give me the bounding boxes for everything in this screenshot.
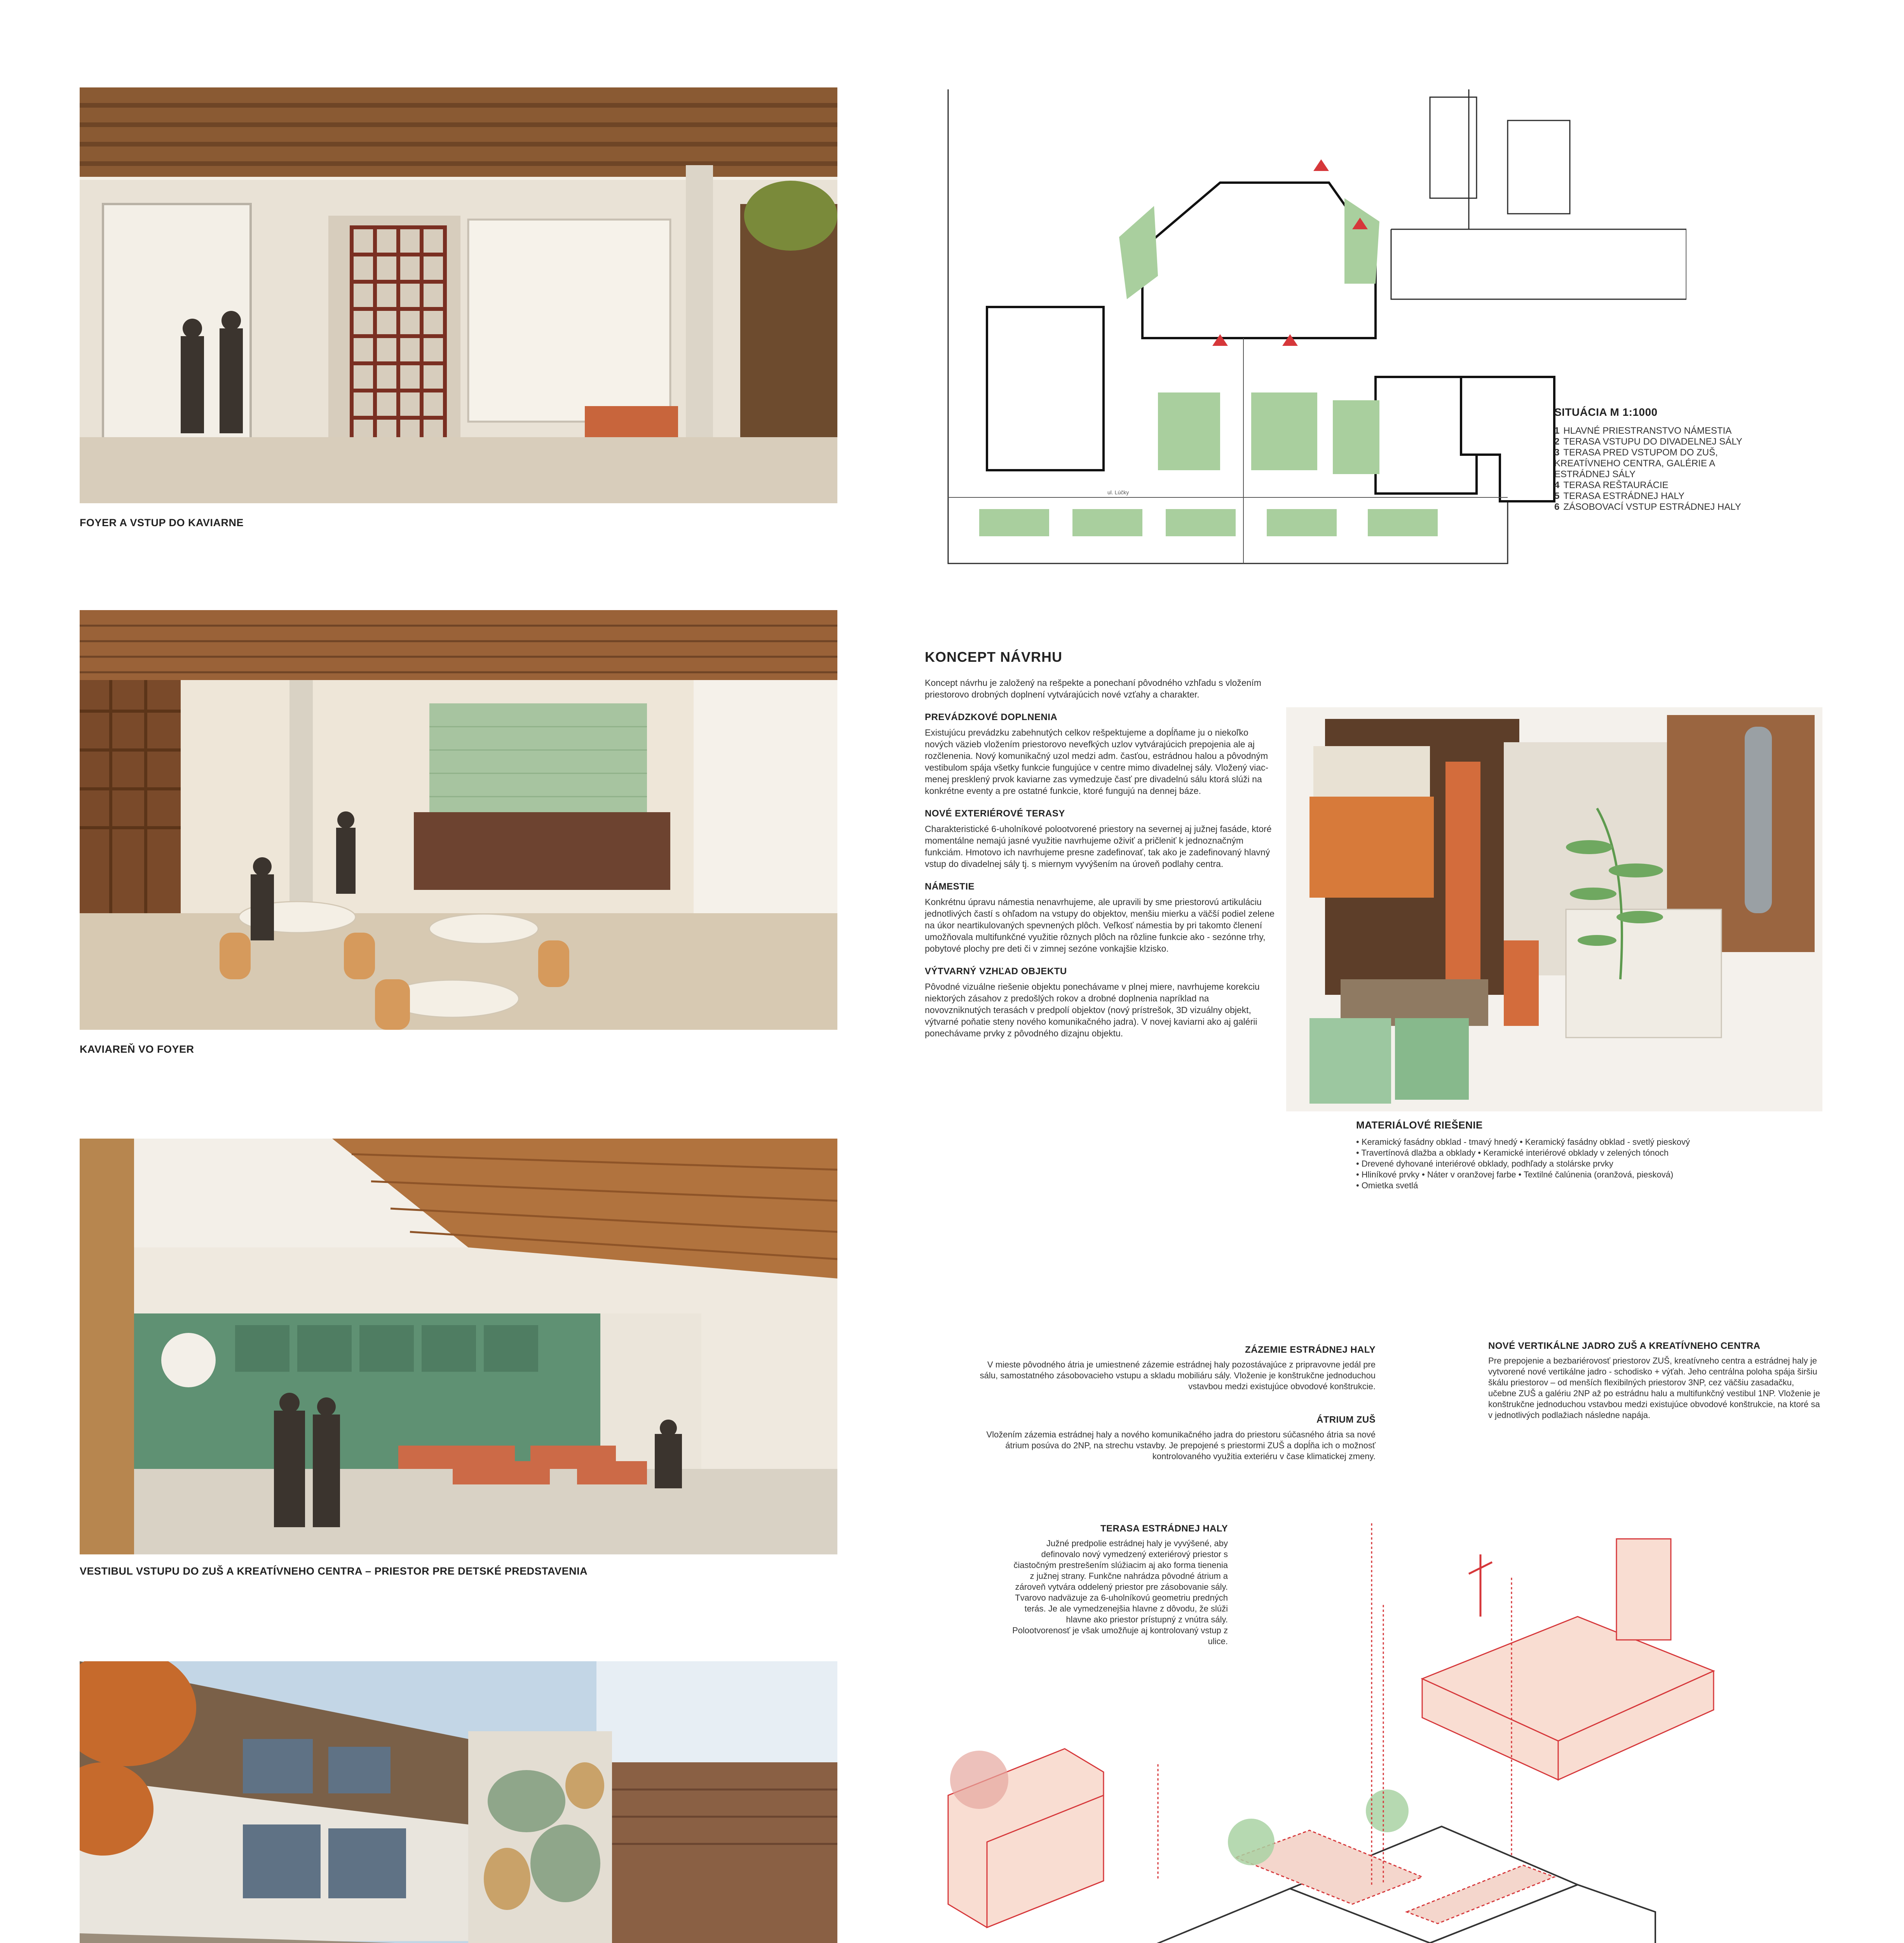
anno-terasa-haly [1010, 1523, 1228, 1647]
concept-section-text: Pôvodné vizuálne riešenie objektu ponechávame v plnej miere, navrhujeme korekciu niektorých zásahov z predošlých rokov a drobné doplnenia napríklad na novovzniknutých terasách v predpolí objektov (nový prístrešok, 3D vizuálny objekt, výtvarné poňatie steny nového komunikačného jadra). V novej kaviarni ako aj galérii ponechávame prvky z pôvodného dizajnu objektu. [925, 982, 1260, 1038]
render-vestibul [80, 1139, 837, 1554]
anno-jadro-text: Pre prepojenie a bezbariérovosť priestorov ZUŠ, kreatívneho centra a estrádnej haly je vytvorené nové vertikálne jadro - schodisko + výťah. Jeho centrálna poloha spája širšiu škálu priestorov – od menších flexibilných priestorov 3NP, cez väčšiu zasadačku, učebne ZUŠ a galériu 2NP až po estrádnu halu a multifunkčný vestibul 1NP. Vloženie je konštrukčne jednoduchou vstavbou medzi existujúce obvodové konštrukcie, na ktoré sa v jednotlivých podlažiach následne napája. [1488, 1356, 1820, 1420]
situation-item [1554, 436, 1749, 447]
concept-section-text: Charakteristické 6-uholníkové polootvorené priestory na severnej aj južnej fasáde, ktoré momentálne nemajú jasné využitie navrhujeme oživiť a pričleniť k jednoznačným funkciám. Hmotovo ich navrhujeme presne zadefinovať, tak ako je zadefinovaný hlavný vstup do divadelnej sály tj. s miernym vyvýšením na úroveň podlahy centra. [925, 824, 1272, 869]
situation-item-num: 5 [1554, 491, 1560, 501]
render-kaviaren [80, 610, 837, 1030]
situation-item-num: 6 [1554, 502, 1560, 512]
situation-item [1554, 480, 1749, 491]
concept-block [925, 649, 1275, 1039]
render-foyer [80, 87, 837, 503]
situation-item-num: 2 [1554, 436, 1560, 447]
anno-zazemie [971, 1345, 1376, 1392]
situation-item-text: HLAVNÉ PRIESTRANSTVO NÁMESTIA [1563, 426, 1732, 436]
concept-section-heading: NOVÉ EXTERIÉROVÉ TERASY [925, 808, 1065, 819]
concept-title: KONCEPT NÁVRHU [925, 649, 1063, 665]
situation-item-num: 3 [1554, 447, 1560, 458]
concept-section-text: Konkrétnu úpravu námestia nenavrhujeme, ale upravili by sme priestorovú artikuláciu jednotlivých častí s ohľadom na vstupy do objektov, menšiu mierku a väčší podiel zelene na úkor neartikulovaných spevnených plôch. Veľkosť námestia by pri takomto členení umožňovala multifunkčné využitie rôznych plôch na rôzline funkcie ako - sezónne trhy, pobytové plochy pre deti či v zimnej sezóne vonkajšie klzisko. [925, 897, 1275, 954]
situation-legend [1554, 406, 1749, 513]
situation-item-text: TERASA REŠTAURÁCIE [1563, 480, 1669, 490]
material-board [1286, 707, 1822, 1111]
material-line: • Omietka svetlá [1356, 1181, 1418, 1190]
anno-atrium [971, 1415, 1376, 1462]
anno-jadro-title: NOVÉ VERTIKÁLNE JADRO ZUŠ A KREATÍVNEHO CENTRA [1488, 1341, 1761, 1351]
concept-section-text: Existujúcu prevádzku zabehnutých celkov rešpektujeme a dopĺňame ju o niekoľko nových väzieb vložením priestorovo nevefkých uzlov vytvárajúcich prepojenia ale aj rozčlenenia. Nový komunikačný uzol medzi adm. časťou, estrádnou halou a pôvodným vestibulom spája všetky funkcie fungujúce v centre mimo divadelnej sály. Vložený viac-menej presklený prvok kaviarne zas vymedzuje časť pre divadelnú sálu ktorá slúži na konkrétne eventy a pre ostatné funkcie, ktoré fungujú na dennej báze. [925, 727, 1269, 796]
material-line: • Drevené dyhované interiérové obklady, podhľady a stolárske prvky [1356, 1159, 1613, 1169]
anno-zazemie-title: ZÁZEMIE ESTRÁDNEJ HALY [1245, 1345, 1376, 1355]
caption-vestibul: VESTIBUL VSTUPU DO ZUŠ A KREATÍVNEHO CENTRA – PRIESTOR PRE DETSKÉ PREDSTAVENIA [80, 1565, 588, 1577]
caption-kaviaren: KAVIAREŇ VO FOYER [80, 1043, 194, 1055]
street-label: ul. Lúčky [1107, 489, 1129, 495]
situation-item [1554, 491, 1749, 502]
anno-jadro [1488, 1341, 1822, 1421]
material-line: • Keramický fasádny obklad - tmavý hnedý • Keramický fasádny obklad - svetlý pieskový [1356, 1137, 1690, 1147]
situation-title: SITUÁCIA M 1:1000 [1554, 406, 1658, 418]
material-line: • Travertínová dlažba a obklady • Keramické interiérové obklady v zelených tónoch [1356, 1148, 1669, 1158]
concept-section-heading: PREVÁDZKOVÉ DOPLNENIA [925, 712, 1058, 722]
situation-item-num: 1 [1554, 426, 1560, 436]
concept-intro: Koncept návrhu je založený na rešpekte a ponechaní pôvodného vzhľadu s vložením priestorovo drobných doplnení vytvárajúcich nové vzťahy a charakter. [925, 678, 1261, 699]
material-line: • Hliníkové prvky • Náter v oranžovej farbe • Textilné čalúnenia (oranžová, piesková) [1356, 1170, 1674, 1179]
anno-zazemie-text: V mieste pôvodného átria je umiestnené zázemie estrádnej haly pozostávajúce z pripravovne jedál pre sálu, samostatného zásobovacieho vstupu a skladu mobiliáru sály. Vloženie je konštrukčne jednoduchou vstavbou medzi existujúce obvodové konštrukcie. [980, 1360, 1376, 1391]
anno-atrium-title: ÁTRIUM ZUŠ [1316, 1415, 1376, 1425]
situation-item [1554, 502, 1749, 513]
situation-item [1554, 426, 1749, 436]
situation-item-text: TERASA ESTRÁDNEJ HALY [1563, 491, 1684, 501]
anno-terasa-haly-title: TERASA ESTRÁDNEJ HALY [1100, 1523, 1228, 1534]
materials-block [1356, 1119, 1892, 1191]
situation-item [1554, 447, 1749, 480]
situation-item-num: 4 [1554, 480, 1560, 490]
anno-atrium-text: Vložením zázemia estrádnej haly a nového komunikačného jadra do priestoru súčasného átria sa nové átrium posúva do 2NP, na strechu vstavby. Je prepojené s priestormi ZUŠ a dopĺňa ich o možnosť kontrolovaného využitia exteriéru v čase klimatickej zmeny. [986, 1430, 1376, 1461]
concept-section-heading: VÝTVARNÝ VZHĽAD OBJEKTU [925, 966, 1067, 977]
render-atrium [80, 1661, 837, 1943]
concept-section-heading: NÁMESTIE [925, 881, 975, 892]
situation-item-text: ZÁSOBOVACÍ VSTUP ESTRÁDNEJ HALY [1563, 502, 1741, 512]
anno-terasa-haly-text: Južné predpolie estrádnej haly je vyvýšené, aby definovalo nový vymedzený exteriérový priestor s čiastočným prestrešením slúžiacim aj ako forma tienenia z južnej strany. Funkčne nahrádza pôvodné átrium a zároveň vytvára oddelený priestor pre zásobovanie sály. Tvarovo nadväzuje za 6-uholníkovú geometriu predných terás. Je ale vymedzenejšia hlavne z dôvodu, že slúži hlavne ako priestor prístupný z vnútra sály. Polootvorenosť je však umožňuje aj kontrolovaný vstup z ulice. [1012, 1538, 1228, 1646]
caption-foyer: FOYER A VSTUP DO KAVIARNE [80, 517, 244, 528]
situation-item-text: TERASA PRED VSTUPOM DO ZUŠ, KREATÍVNEHO CENTRA, GALÉRIE A ESTRÁDNEJ SÁLY [1554, 447, 1718, 480]
materials-title: MATERIÁLOVÉ RIEŠENIE [1356, 1119, 1483, 1131]
situation-item-text: TERASA VSTUPU DO DIVADELNEJ SÁLY [1563, 436, 1742, 447]
